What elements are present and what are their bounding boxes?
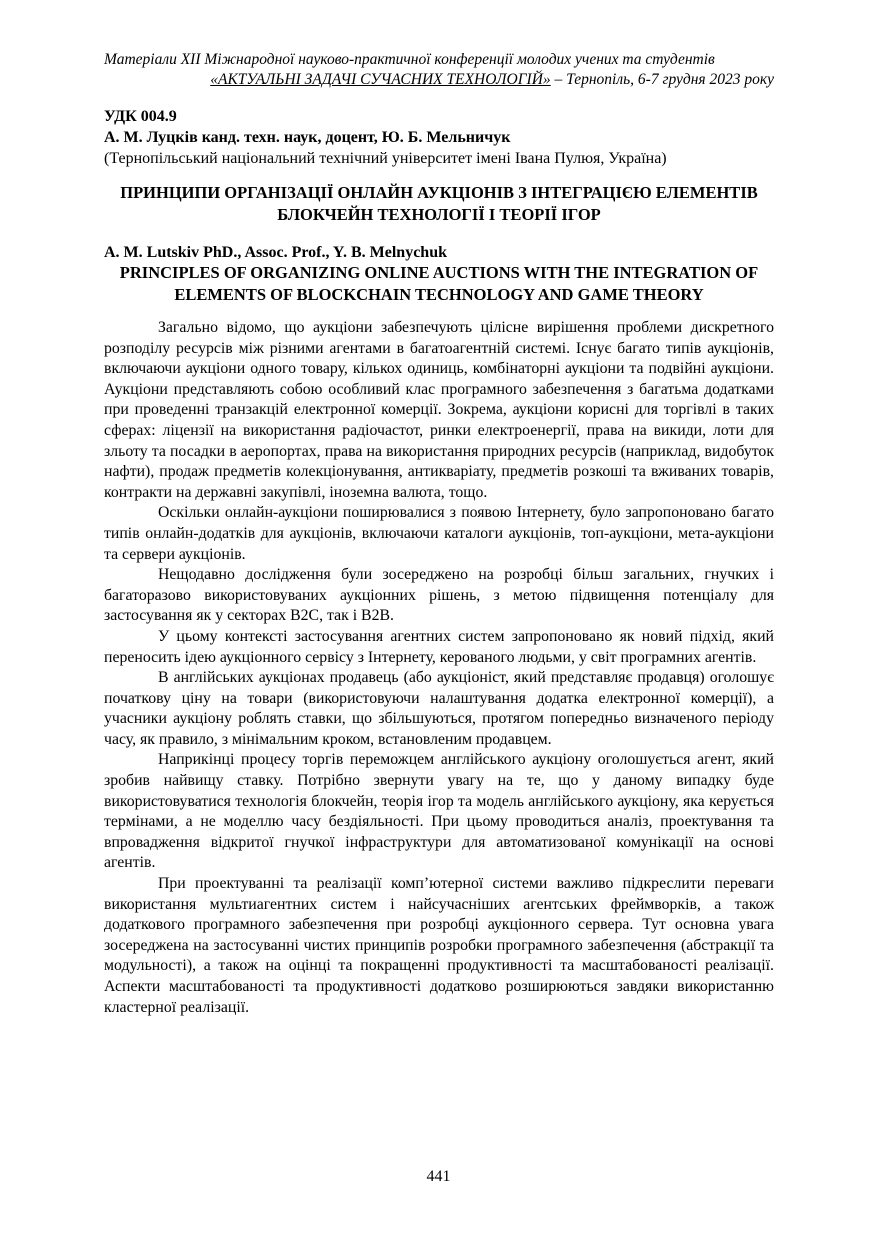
paragraph: Загально відомо, що аукціони забезпечують цілісне вирішення проблеми дискретного розподілу ресурсів між різними агентами в багатоагентній системі. Існує багато типів аукціонів, включаючи аукціони одного товару, кількох одиниць, комбінаторні аукціони та подвійні аукціони. Аукціони представляють собою особливий клас програмного забезпечення з багатьма додатками при проведенні транзакцій електронної комерції. Зокрема, аукціони корисні для торгівлі в таких сферах: ліцензії на використання радіочастот, ринки електроенергії, права на викиди, лоти для зльоту та посадки в аеропортах, права на використання природних ресурсів (наприклад, видобуток нафти), продаж предметів колекціонування, антикваріату, предметів розкоші та вживаних товарів, контракти на державні закупівлі, іноземна валюта, тощо.	[104, 319, 774, 501]
paragraph: В англійських аукціонах продавець (або аукціоніст, який представляє продавця) оголошує початкову ціну на товари (використовуючи налаштування додатка електронної комерції), а учасники аукціону роблять ставки, що збільшуються, протягом попередньо визначеного періоду часу, як правило, з мінімальним кроком, встановленим продавцем.	[104, 669, 774, 748]
page-number: 441	[426, 1168, 451, 1185]
affiliation: (Тернопільський національний технічний університет імені Івана Пулюя, Україна)	[104, 150, 667, 167]
conference-header-line2	[104, 70, 774, 90]
authors-ua: А. М. Луцків канд. техн. наук, доцент, Ю. Б. Мельничук	[104, 129, 511, 146]
conference-place-date: – Тернопіль, 6-7 грудня 2023 року	[550, 71, 774, 88]
conference-header-line1: Матеріали XII Міжнародної науково-практичної конференції молодих учених та студентів	[104, 51, 715, 68]
body-text	[104, 318, 774, 1018]
paragraph: У цьому контексті застосування агентних систем запропоновано як новий підхід, який переносить ідею аукціонного сервісу з Інтернету, керованого людьми, у світ програмних агентів.	[104, 627, 774, 666]
paragraph: Наприкінці процесу торгів переможцем англійського аукціону оголошується агент, який зробив найвищу ставку. Потрібно звернути увагу на те, що у даному випадку буде використовуватися технологія блокчейн, теорія ігор та модель англійського аукціону, яка керується термінами, а не моделлю часу бездіяльності. При цьому проводиться аналіз, проектування та впровадження відкритої гнучкої інфраструктури для автоматизованої комунікації на основі агентів.	[104, 751, 774, 872]
udk-code: УДК 004.9	[104, 108, 177, 125]
title-en: PRINCIPLES OF ORGANIZING ONLINE AUCTIONS WITH THE INTEGRATION OF ELEMENTS OF BLOCKCHAIN TECHNOLOGY AND GAME THEORY	[119, 263, 759, 304]
authors-en: A. M. Lutskiv PhD., Assoc. Prof., Y. B. Melnychuk	[104, 244, 447, 261]
conference-name: «АКТУАЛЬНІ ЗАДАЧІ СУЧАСНИХ ТЕХНОЛОГІЙ»	[210, 71, 551, 88]
paragraph: Нещодавно дослідження були зосереджено на розробці більш загальних, гнучких і багаторазово використовуваних аукціонних рішень, з метою підвищення потенціалу для застосування як у секторах B2C, так і B2B.	[104, 566, 774, 625]
conference-header	[104, 50, 774, 90]
paragraph: Оскільки онлайн-аукціони поширювалися з появою Інтернету, було запропоновано багато типів онлайн-додатків для аукціонів, включаючи каталоги аукціонів, топ-аукціони, мета-аукціони та сервери аукціонів.	[104, 504, 774, 563]
paragraph: При проектуванні та реалізації комп’ютерної системи важливо підкреслити переваги використання мультиагентних систем і найсучасніших агентських фреймворків, а також додаткового програмного забезпечення при розробці аукціонного сервера. Тут основна увага зосереджена на застосуванні чистих принципів розробки програмного забезпечення (абстракції та модульності), а також на оцінці та покращенні продуктивності та масштабованості реалізації. Аспекти масштабованості та продуктивності додатково розширюються завдяки використанню кластерної реалізації.	[104, 875, 774, 1016]
title-ua: ПРИНЦИПИ ОРГАНІЗАЦІЇ ОНЛАЙН АУКЦІОНІВ З ІНТЕГРАЦІЄЮ ЕЛЕМЕНТІВ БЛОКЧЕЙН ТЕХНОЛОГІЇ І ТЕОРІЇ ІГОР	[120, 183, 758, 224]
